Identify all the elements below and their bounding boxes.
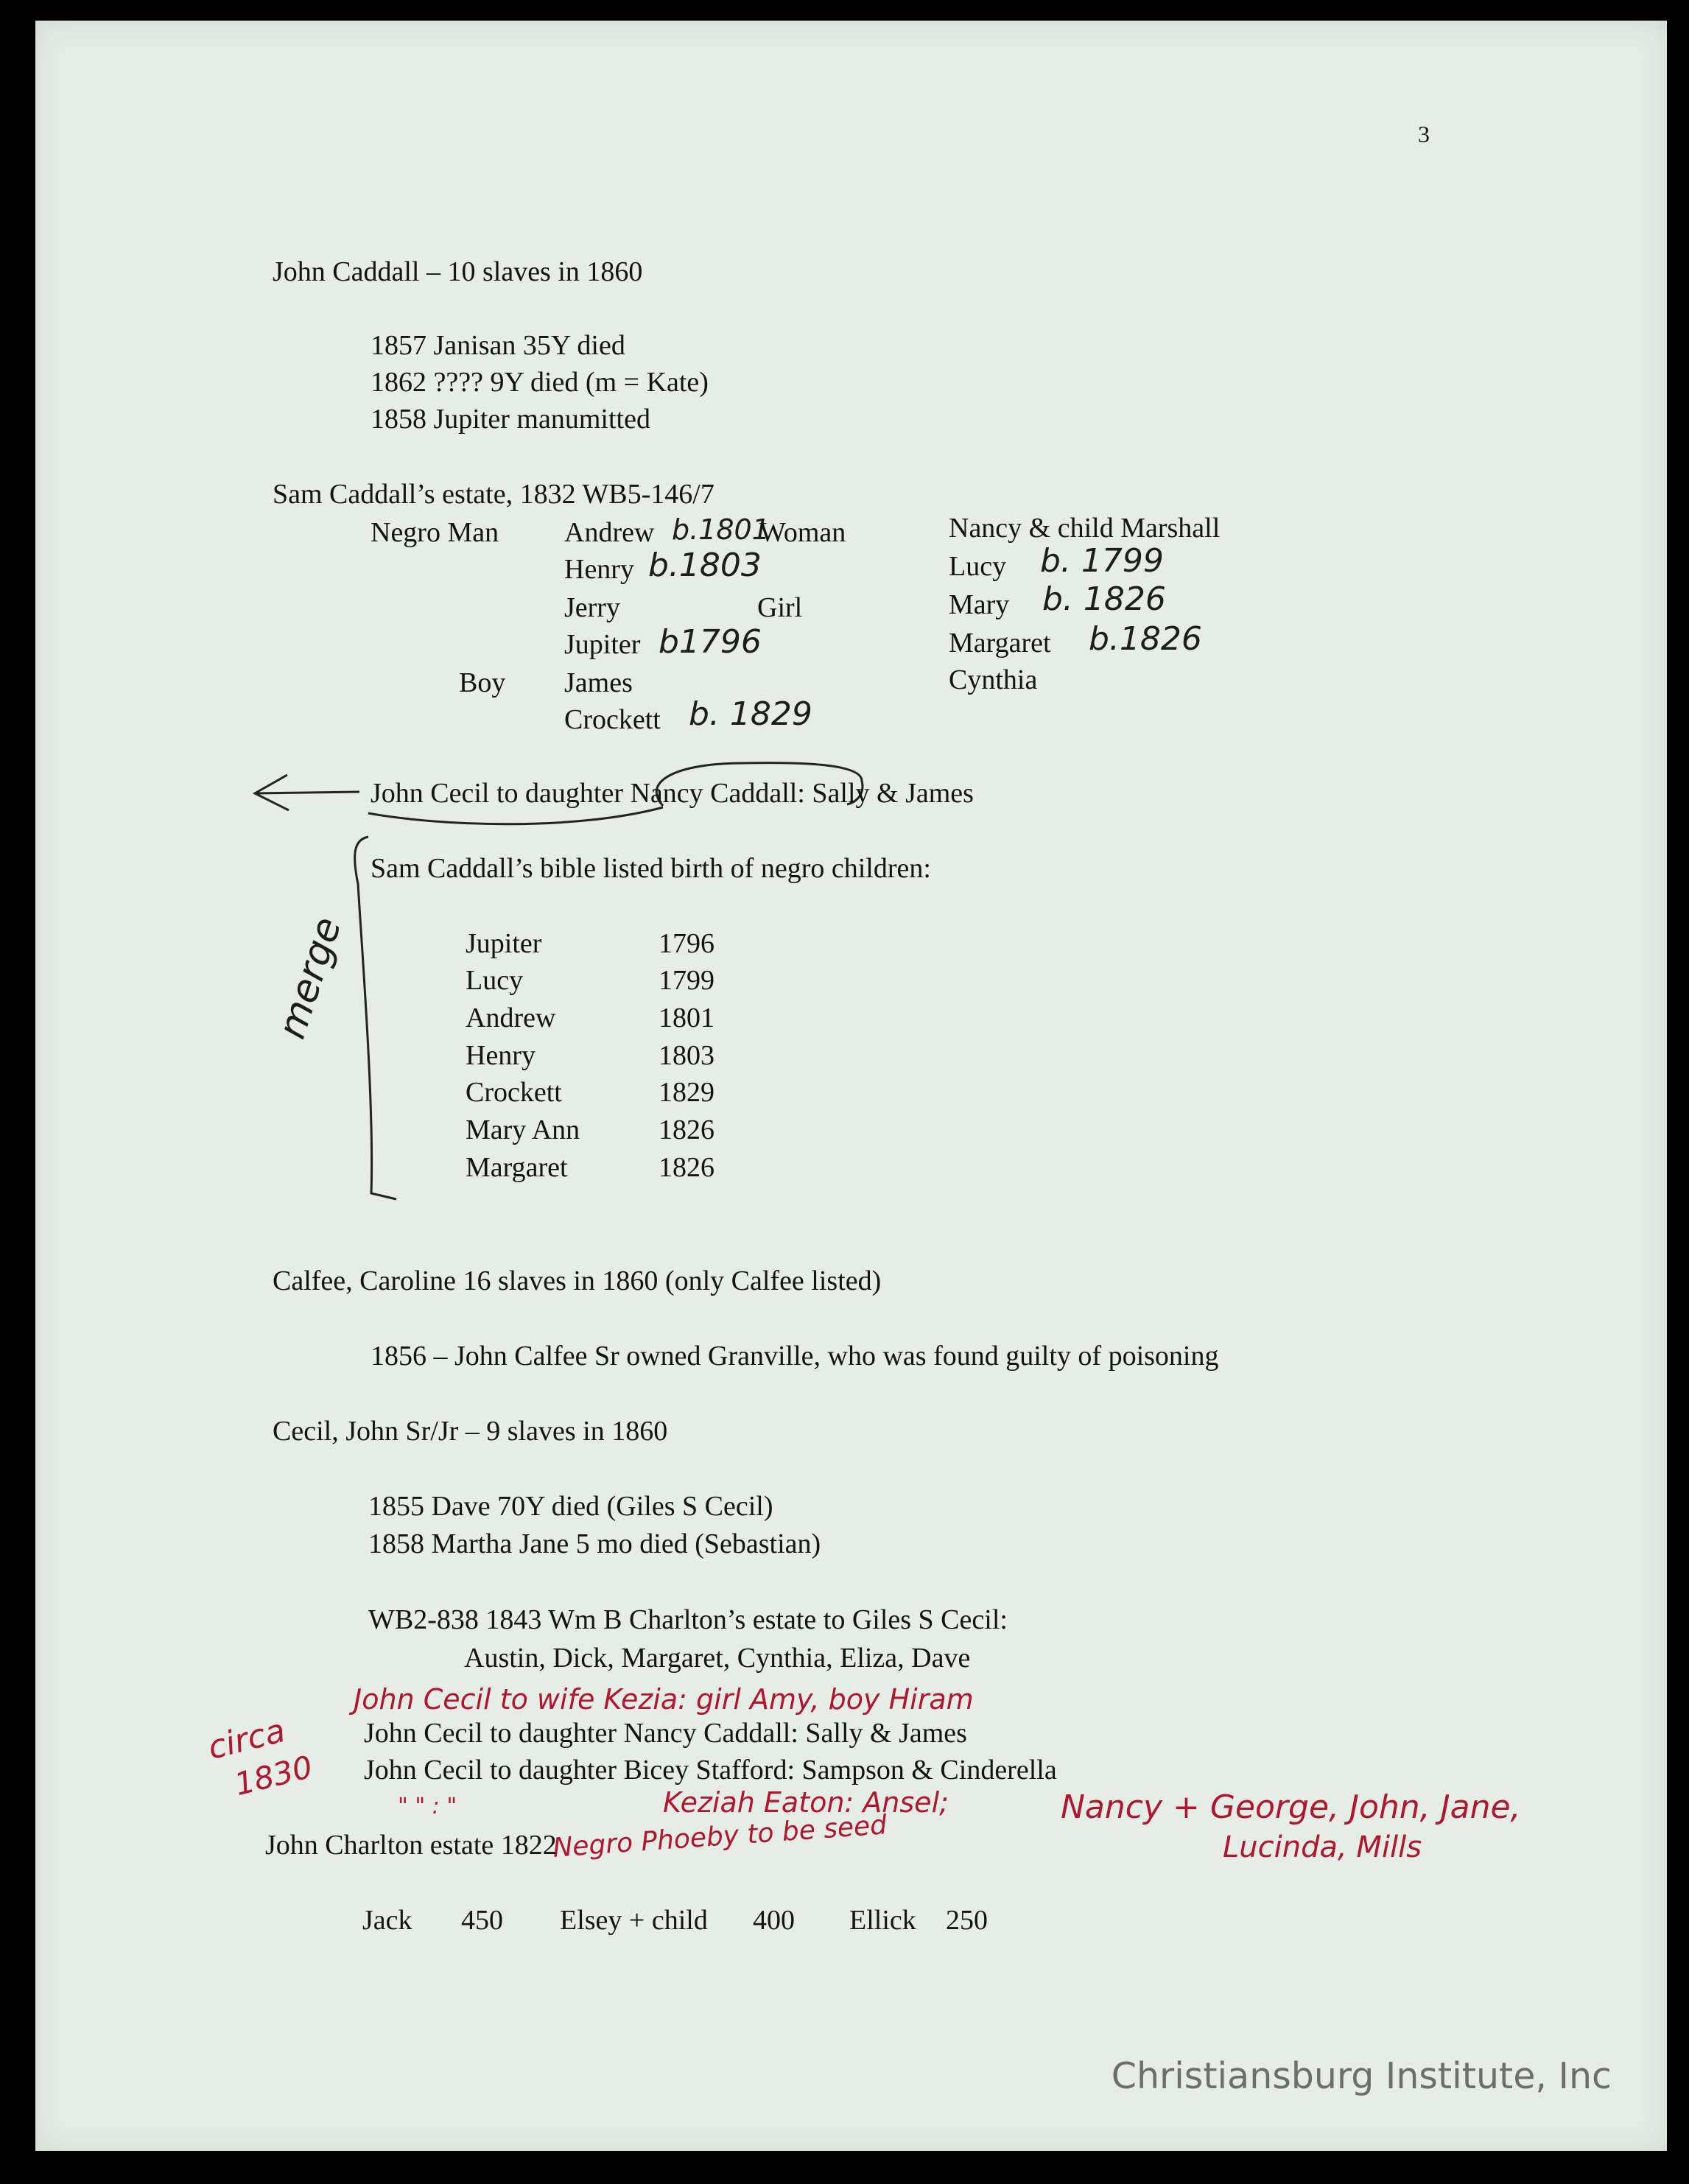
red-circa-year: 1830 [231, 1748, 317, 1803]
bible-year: 1826 [659, 1152, 714, 1183]
cecil-record: 1858 Martha Jane 5 mo died (Sebastian) [368, 1528, 821, 1559]
charlton-heading: John Charlton estate 1822 [265, 1830, 557, 1861]
charlton-value: 400 [753, 1905, 795, 1936]
page-number: 3 [1418, 121, 1430, 147]
red-note-kezia: John Cecil to wife Kezia: girl Amy, boy Hiram [354, 1683, 974, 1716]
red-children: Nancy + George, John, Jane, [1061, 1788, 1521, 1826]
cecil-record: 1855 Dave 70Y died (Giles S Cecil) [368, 1491, 773, 1522]
caddall-record: 1858 Jupiter manumitted [371, 404, 650, 435]
estate-name: Jerry [564, 592, 620, 623]
will-line: WB2-838 1843 Wm B Charlton’s estate to Giles S Cecil: [368, 1604, 1008, 1635]
cecil-gift: John Cecil to daughter Nancy Caddall: Sally & James [364, 1718, 967, 1749]
bible-name: Jupiter [466, 928, 542, 959]
estate-name: Henry [564, 554, 634, 585]
charlton-value: 250 [946, 1905, 988, 1936]
annotation-crockett: b. 1829 [689, 695, 812, 733]
caddall-heading: John Caddall – 10 slaves in 1860 [273, 256, 643, 287]
estate-name: Andrew [564, 517, 655, 548]
estate-woman: Margaret [949, 628, 1051, 659]
annotation-jupiter: b1796 [659, 623, 762, 661]
red-children: Lucinda, Mills [1223, 1830, 1422, 1864]
bible-year: 1801 [659, 1003, 714, 1033]
estate-name: Jupiter [564, 629, 641, 660]
bible-heading: Sam Caddall’s bible listed birth of negro children: [371, 853, 931, 884]
bible-name: Lucy [466, 965, 524, 996]
estate-boy: Crockett [564, 704, 661, 735]
red-ditto: " " : " [398, 1794, 457, 1819]
annotation-margaret: b.1826 [1089, 620, 1202, 658]
calfee-record: 1856 – John Calfee Sr owned Granville, who was found guilty of poisoning [371, 1341, 1219, 1372]
bible-year: 1796 [659, 928, 714, 959]
red-circa: circa [204, 1711, 289, 1768]
charlton-value: 450 [461, 1905, 503, 1936]
will-names: Austin, Dick, Margaret, Cynthia, Eliza, Dave [464, 1643, 971, 1674]
margin-note: merge [270, 912, 351, 1044]
bible-name: Margaret [466, 1152, 568, 1183]
watermark: Christiansburg Institute, Inc [1111, 2055, 1612, 2097]
estate-woman: Nancy & child Marshall [949, 513, 1221, 544]
red-negro: Negro Phoeby to be seed [552, 1810, 888, 1864]
bible-year: 1799 [659, 965, 714, 996]
underline-mark [368, 807, 663, 824]
bible-name: Andrew [466, 1003, 556, 1033]
bible-name: Henry [466, 1040, 536, 1071]
bible-year: 1829 [659, 1077, 714, 1108]
bible-name: Crockett [466, 1077, 562, 1108]
cecil-heading: Cecil, John Sr/Jr – 9 slaves in 1860 [273, 1416, 668, 1447]
estate-woman: Lucy [949, 551, 1007, 582]
label-boy: Boy [459, 667, 506, 698]
estate-heading: Sam Caddall’s estate, 1832 WB5-146/7 [273, 479, 714, 510]
annotation-mary: b. 1826 [1042, 580, 1166, 618]
caddall-record: 1857 Janisan 35Y died [371, 330, 625, 361]
label-negro-man: Negro Man [371, 517, 499, 548]
bible-year: 1826 [659, 1114, 714, 1145]
red-keziah: Keziah Eaton: Ansel; [663, 1786, 949, 1819]
bracket-mark [355, 837, 396, 1199]
estate-boy: James [564, 667, 633, 698]
annotation-andrew: b.1801 [672, 513, 770, 546]
bible-name: Mary Ann [466, 1114, 580, 1145]
charlton-item: Elsey + child [560, 1905, 708, 1936]
annotation-lucy: b. 1799 [1040, 542, 1164, 580]
arrow-left-icon [255, 775, 359, 810]
charlton-item: Jack [362, 1905, 412, 1936]
annotation-henry: b.1803 [648, 547, 762, 584]
charlton-item: Ellick [849, 1905, 916, 1936]
estate-woman: Cynthia [949, 664, 1038, 695]
label-woman: Woman [759, 517, 846, 548]
caddall-record: 1862 ???? 9Y died (m = Kate) [371, 367, 709, 398]
estate-woman: Mary [949, 589, 1010, 620]
bible-year: 1803 [659, 1040, 714, 1071]
label-girl: Girl [757, 592, 803, 623]
cecil-gift-line: John Cecil to daughter Nancy Caddall: Sally & James [371, 778, 974, 809]
calfee-heading: Calfee, Caroline 16 slaves in 1860 (only Calfee listed) [273, 1265, 882, 1296]
cecil-gift: John Cecil to daughter Bicey Stafford: Sampson & Cinderella [364, 1755, 1057, 1786]
